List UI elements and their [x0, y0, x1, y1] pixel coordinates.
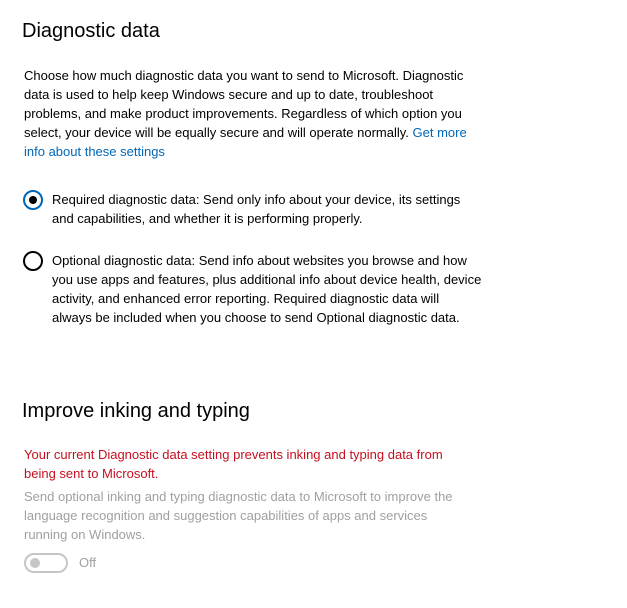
radio-option-required[interactable]	[23, 190, 483, 230]
toggle-knob	[30, 558, 40, 568]
radio-required-label: Required diagnostic data: Send only info about your device, its settings and capabilities, and whether it is performing properly.	[52, 192, 461, 226]
radio-optional-button[interactable]	[23, 251, 43, 271]
inking-toggle-switch[interactable]	[24, 553, 68, 573]
radio-option-optional[interactable]	[23, 251, 483, 347]
inking-warning-message: Your current Diagnostic data setting prevents inking and typing data from being sent to Microsoft.	[24, 447, 443, 481]
diagnostic-description-text: Choose how much diagnostic data you want to send to Microsoft. Diagnostic data is used to help keep Windows secure and up to date, troubleshoot problems, and make product improvements. Regardless of which option you select, your device will be equally secure and will operate normally.	[24, 68, 464, 140]
radio-required-button[interactable]	[23, 190, 43, 210]
diagnostic-data-description	[24, 66, 484, 161]
inking-toggle-state: Off	[79, 555, 97, 570]
diagnostic-data-title: Diagnostic data	[22, 20, 160, 42]
radio-optional-label: Optional diagnostic data: Send info about websites you browse and how you use apps and features, plus additional info about device health, device activity, and enhanced error reporting. Required diagnostic data will always be included when you choose to send Optional diagnostic data.	[52, 253, 482, 325]
inking-description: Send optional inking and typing diagnostic data to Microsoft to improve the language recognition and suggestion capabilities of apps and services running on Windows.	[24, 489, 453, 542]
more-info-link[interactable]: Get more info about these settings	[24, 125, 467, 159]
inking-typing-title: Improve inking and typing	[22, 400, 250, 422]
